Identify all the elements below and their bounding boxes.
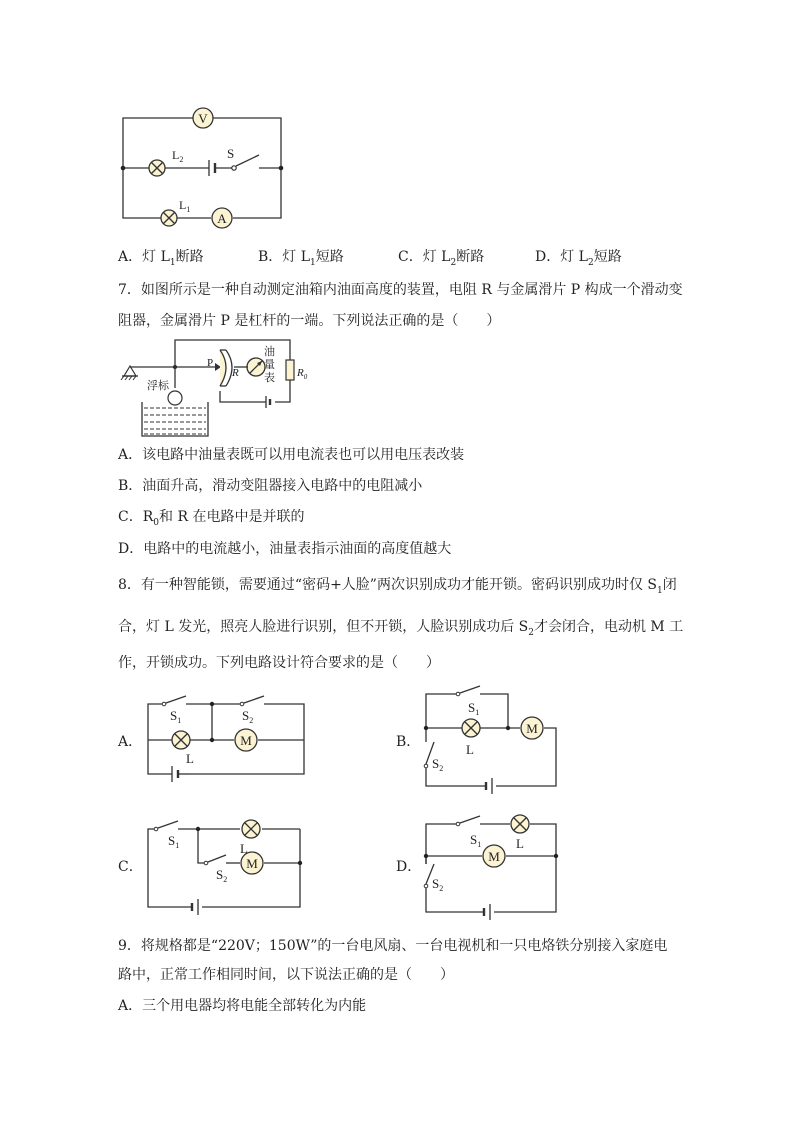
q8-stem-line3: 作，开锁成功。下列电路设计符合要求的是（ ） (118, 655, 440, 671)
q9-stem-line1: 9．将规格都是“220V；150W”的一台电风扇、一台电视机和一只电烙铁分别接入家庭电 (118, 938, 668, 954)
q7-stem-line1: 7．如图所示是一种自动测定油箱内油面高度的装置，电阻 R 与金属滑片 P 构成一个滑动变 (118, 282, 683, 298)
q8-circuit-d[interactable] (416, 808, 566, 920)
gauge-label-3: 表 (264, 372, 275, 384)
q8-stem-line2: 合，灯 L 发光，照亮人脸进行识别，但不开锁，人脸识别成功后 $S_2$才会闭合，电动机 M 工 (118, 619, 684, 638)
svg-text:M: M (246, 856, 258, 871)
slider-label: P (207, 357, 214, 369)
lamp-icon (511, 815, 529, 833)
q6-option-a[interactable]: A．灯 $L_1$断路 (118, 249, 204, 268)
motor-icon (483, 845, 505, 867)
svg-text:M: M (488, 849, 500, 864)
s1-label: $S_1$ (470, 832, 482, 849)
q9-option-a[interactable]: A．三个用电器均将电能全部转化为内能 (118, 998, 367, 1014)
lamp-icon (149, 160, 165, 176)
gauge-label-2: 量 (264, 359, 275, 371)
q6-circuit-figure (115, 100, 295, 230)
s2-label: $S_2$ (432, 756, 444, 773)
s2-label: $S_2$ (432, 876, 444, 893)
s1-label: $S_1$ (468, 700, 480, 717)
lamp-label: L (516, 836, 524, 851)
r0-resistor-icon (286, 360, 294, 380)
q9-stem-line2: 路中，正常工作相同时间，以下说法正确的是（ ） (118, 967, 454, 983)
lamp-icon (172, 731, 190, 749)
lamp-label: L (186, 751, 194, 766)
q8-circuit-c[interactable] (140, 815, 310, 920)
q7-option-d[interactable]: D．电路中的电流越小，油量表指示油面的高度值越大 (118, 541, 452, 557)
ammeter-label: A (217, 211, 227, 226)
switch-label: S (227, 146, 235, 161)
float-label: 浮标 (147, 380, 169, 392)
lamp-icon (462, 719, 480, 737)
q7-stem-line2: 阻器，金属滑片 P 是杠杆的一端。下列说法正确的是（ ） (118, 313, 501, 329)
q8-option-b-label[interactable]: B． (396, 734, 421, 750)
svg-text:M: M (240, 733, 252, 748)
lamp-icon (161, 210, 177, 226)
lamp-label: L (466, 742, 474, 757)
gauge-label-1: 油 (264, 346, 275, 358)
q8-option-a-label[interactable]: A． (118, 734, 143, 750)
s1-label: $S_1$ (170, 708, 182, 725)
ammeter-icon (212, 208, 232, 228)
q6-option-d[interactable]: D．灯 $L_2$短路 (535, 249, 622, 268)
q8-circuit-a[interactable] (140, 690, 310, 785)
q8-option-c-label[interactable]: C． (118, 859, 143, 875)
voltmeter-icon (193, 108, 213, 128)
lamp-l1-label: $L_1$ (179, 198, 191, 214)
r0-label: $R_0$ (297, 367, 308, 381)
motor-icon (235, 729, 257, 751)
lamp-l2-label: $L_2$ (172, 148, 184, 164)
svg-text:M: M (526, 721, 538, 736)
q6-option-b[interactable]: B．灯 $L_1$短路 (258, 249, 344, 268)
q7-option-a[interactable]: A．该电路中油量表既可以用电流表也可以用电压表改装 (118, 447, 465, 463)
motor-icon (521, 717, 543, 739)
q8-option-d-label[interactable]: D． (396, 859, 422, 875)
s2-label: $S_2$ (216, 867, 228, 884)
resistor-label: R (232, 367, 239, 379)
voltmeter-label: V (198, 111, 208, 126)
float-icon (168, 391, 182, 405)
q8-stem-line1: 8．有一种智能锁，需要通过“密码+人脸”两次识别成功才能开锁。密码识别成功时仅 $S_1$闭 (118, 577, 677, 596)
q6-option-c[interactable]: C．灯 $L_2$断路 (398, 249, 485, 268)
s1-label: $S_1$ (168, 833, 180, 850)
q7-option-c[interactable]: C．$R_0$和 R 在电路中是并联的 (118, 509, 305, 528)
q7-option-b[interactable]: B．油面升高，滑动变阻器接入电路中的电阻减小 (118, 478, 423, 494)
lamp-label: L (240, 841, 248, 856)
s2-label: $S_2$ (242, 708, 254, 725)
q7-oil-gauge-figure (120, 336, 310, 440)
lamp-icon (242, 820, 260, 838)
oil-gauge-icon (247, 358, 265, 376)
q8-circuit-b[interactable] (416, 682, 566, 797)
